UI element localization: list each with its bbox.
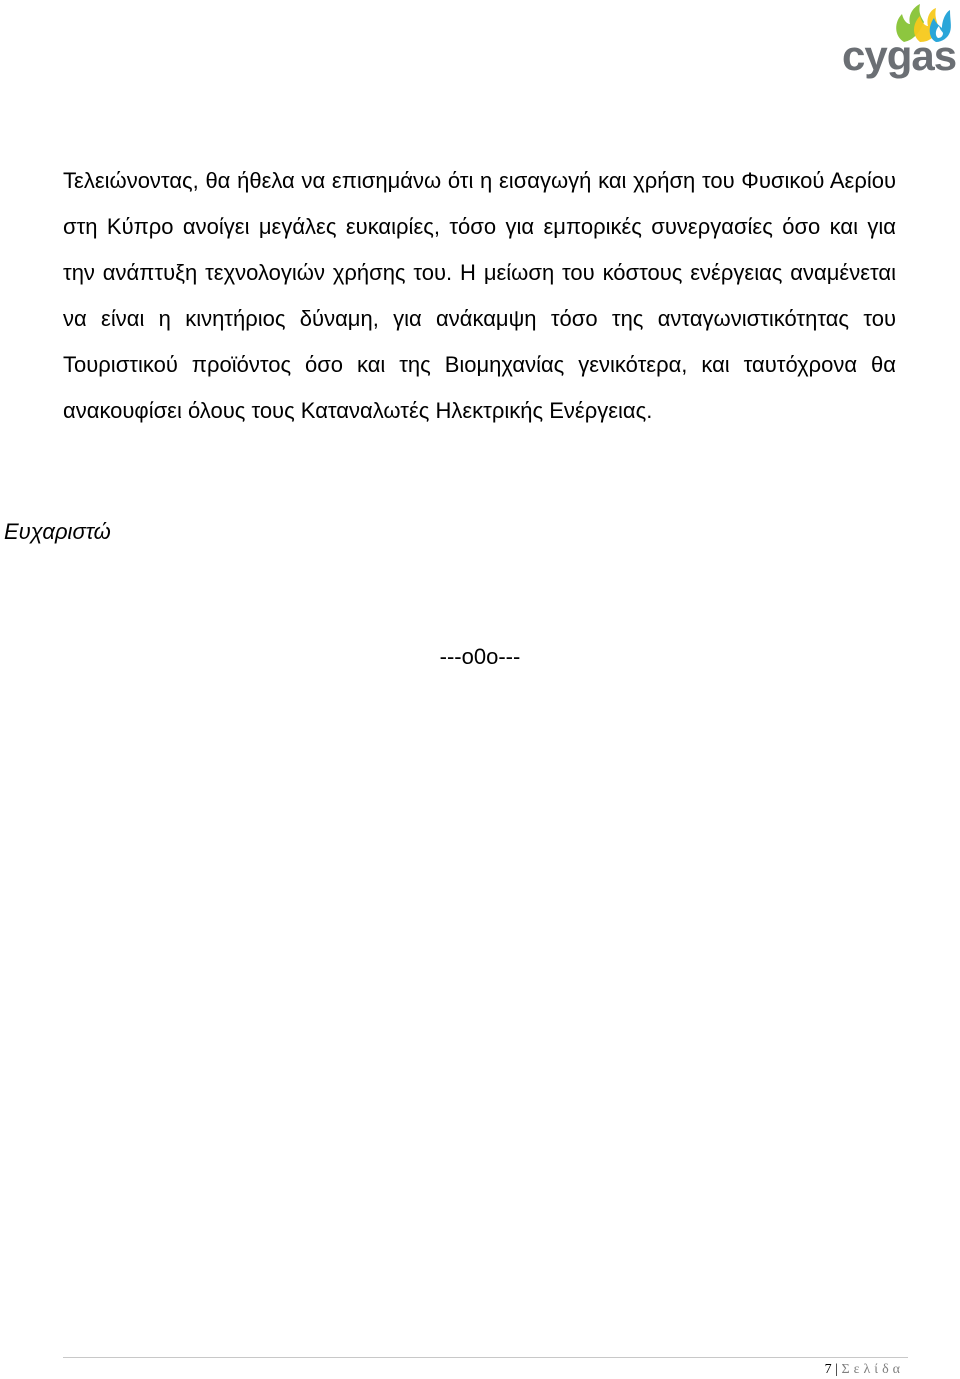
end-separator: ---o0o--- xyxy=(439,644,521,669)
page-footer xyxy=(825,1361,904,1379)
body-paragraph: Τελειώνοντας, θα ήθελα να επισημάνω ότι η εισαγωγή και χρήση του Φυσικού Αερίου στη Κύπρο ανοίγει μεγάλες ευκαιρίες, τόσο για εμπορικές συνεργασίες όσο και για την ανάπτυξη τεχνολογιών χρήσης του. Η μείωση του κόστους ενέργειας αναμένεται να είναι η κινητήριος δύναμη, για ανάκαμψη τόσο της ανταγωνιστικότητας του Τουριστικού προϊόντος όσο και της Βιομηχανίας γενικότερα, και ταυτόχρονα θα ανακουφίσει όλους τους Καταναλωτές Ηλεκτρικής Ενέργειας. xyxy=(63,168,896,423)
thanks-text: Ευχαριστώ xyxy=(4,519,111,544)
logo-wordmark: cygas xyxy=(842,32,957,79)
cygas-logo xyxy=(838,0,960,86)
footer-separator: | xyxy=(835,1362,838,1377)
footer-divider-line xyxy=(63,1357,908,1358)
page-number: 7 xyxy=(824,1362,832,1377)
page-label: Σελίδα xyxy=(841,1362,904,1377)
